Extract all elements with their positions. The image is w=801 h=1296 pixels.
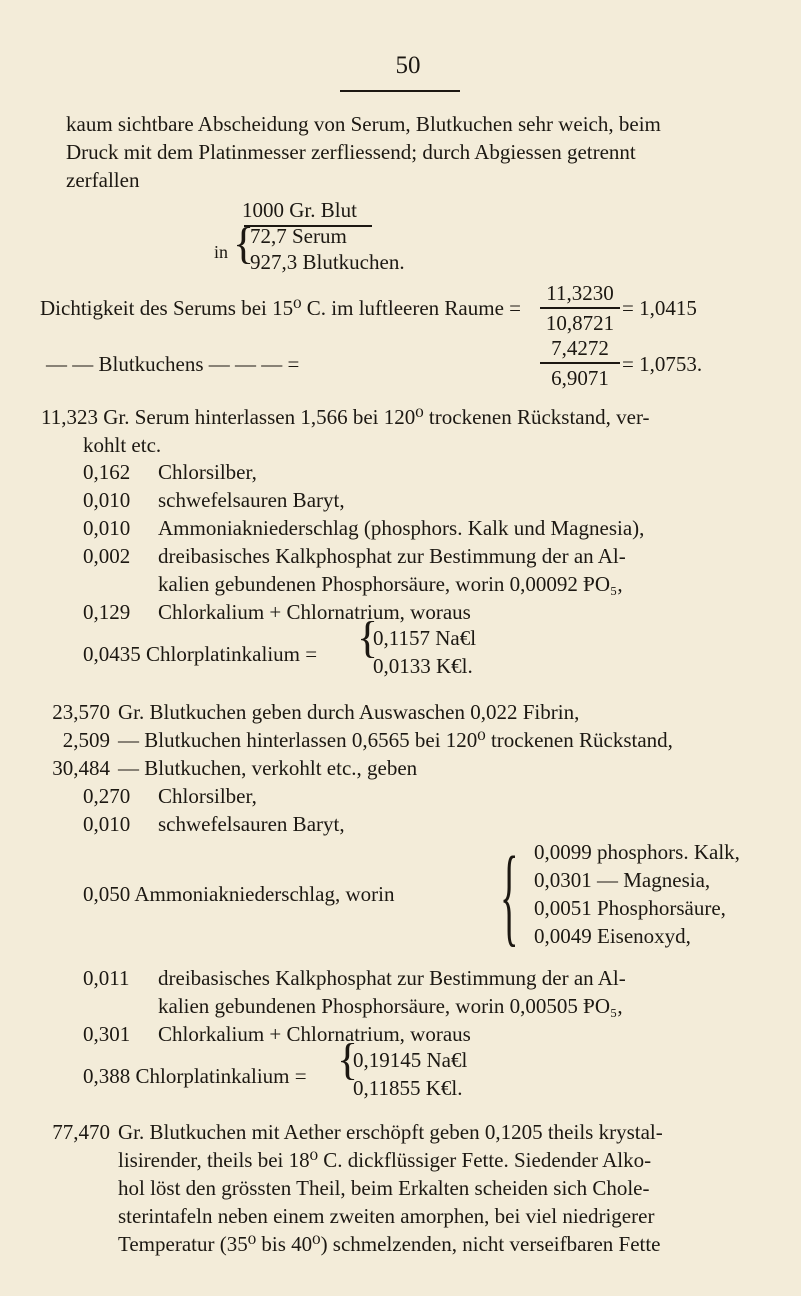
blood-total: 1000 Gr. Blut [242,198,357,222]
serum-item-text: Chlorkalium + Chlornatrium, woraus [158,600,471,624]
cake-item-text: Chlorsilber, [158,784,257,808]
density-cake-label: — — Blutkuchens — — — = [46,352,300,376]
ether-text: Temperatur (35⁰ bis 40⁰) schmelzenden, nicht verseifbaren Fette [118,1232,661,1256]
cake-line-text: — Blutkuchen hinterlassen 0,6565 bei 120⁰ trockenen Rückstand, [118,728,673,752]
blood-part-serum: 72,7 Serum [250,224,347,248]
cake-chloroplatin-brace: { [337,1035,359,1084]
serum-item-text: kalien gebundenen Phosphorsäure, worin 0,00092 ⱣO₅, [158,572,623,596]
cake-chloroplatin-k: 0,11855 K€l. [353,1076,463,1100]
intro-line-1: kaum sichtbare Abscheidung von Serum, Blutkuchen sehr weich, beim [66,112,661,136]
serum-item-num: 0,129 [83,600,131,624]
density-serum-denominator: 10,8721 [545,310,615,335]
blood-part-cake: 927,3 Blutkuchen. [250,250,405,274]
serum-chloroplatin-k: 0,0133 K€l. [373,654,473,678]
ether-text: lisirender, theils bei 18⁰ C. dickflüssiger Fette. Siedender Alko- [118,1148,652,1172]
cake-line-text: — Blutkuchen, verkohlt etc., geben [118,756,418,780]
serum-chloroplatin-text: 0,0435 Chlorplatinkalium = [83,642,318,666]
serum-item-num: 0,010 [83,488,131,512]
ether-num: 77,470 [52,1120,110,1144]
cake-chloroplatin-text: 0,388 Chlorplatinkalium = [83,1064,307,1088]
cake-item-text: schwefelsauren Baryt, [158,812,345,836]
cake-item-num: 0,010 [83,812,131,836]
fraction-bar [540,307,620,309]
cake-line-num: 2,509 [62,728,110,752]
cake-chloroplatin-na: 0,19145 Na€l [353,1048,468,1072]
cake-item-text: dreibasisches Kalkphosphat zur Bestimmung der an Al- [158,966,626,990]
ammonia-part: 0,0301 — Magnesia, [534,868,711,892]
ether-text: Gr. Blutkuchen mit Aether erschöpft geben 0,1205 theils krystal- [118,1120,663,1144]
ammonia-brace: { [500,834,519,956]
serum-item-text: Ammoniakniederschlag (phosphors. Kalk und Magnesia), [158,516,645,540]
cake-line-num: 23,570 [52,700,110,724]
cake-item-num: 0,301 [83,1022,131,1046]
cake-item-num: 0,270 [83,784,131,808]
density-serum-label: Dichtigkeit des Serums bei 15⁰ C. im luftleeren Raume = [40,296,522,320]
density-serum-numerator: 11,3230 [546,281,614,305]
cake-line-text: Gr. Blutkuchen geben durch Auswaschen 0,022 Fibrin, [118,700,580,724]
ether-text: sterintafeln neben einem zweiten amorphen, bei viel niedrigerer [118,1204,655,1228]
density-serum-result: = 1,0415 [622,296,697,320]
serum-chloroplatin-brace: { [357,613,379,662]
serum-chloroplatin-na: 0,1157 Na€l [373,626,477,650]
cake-item-text: kalien gebundenen Phosphorsäure, worin 0,00505 ⱣO₅, [158,994,623,1018]
density-cake-fraction [540,336,620,390]
ammonia-part: 0,0051 Phosphorsäure, [534,896,726,920]
density-cake-numerator: 7,4272 [551,336,609,360]
serum-item-text: schwefelsauren Baryt, [158,488,345,512]
serum-item-text: Chlorsilber, [158,460,257,484]
ether-text: hol löst den grössten Theil, beim Erkalten scheiden sich Chole- [118,1176,650,1200]
blood-brace: { [233,219,255,268]
ammonia-text: 0,050 Ammoniakniederschlag, worin [83,882,395,906]
header-rule [340,90,460,92]
serum-residue-line-2: kohlt etc. [83,433,162,457]
intro-line-2: Druck mit dem Platinmesser zerfliessend; durch Abgiessen getrennt [66,140,636,164]
cake-item-num: 0,011 [83,966,130,990]
density-serum-fraction [540,281,620,335]
intro-line-3: zerfallen [66,168,140,192]
serum-item-num: 0,162 [83,460,131,484]
cake-line-num: 30,484 [52,756,110,780]
serum-item-text: dreibasisches Kalkphosphat zur Bestimmung der an Al- [158,544,626,568]
fraction-bar [540,362,620,364]
density-cake-result: = 1,0753. [622,352,703,376]
serum-item-num: 0,002 [83,544,131,568]
serum-residue-line-1: 11,323 Gr. Serum hinterlassen 1,566 bei 120⁰ trockenen Rückstand, ver- [41,405,650,429]
serum-item-num: 0,010 [83,516,131,540]
ammonia-part: 0,0099 phosphors. Kalk, [534,840,740,864]
in-label: in [214,242,229,262]
ammonia-part: 0,0049 Eisenoxyd, [534,924,691,948]
cake-item-text: Chlorkalium + Chlornatrium, woraus [158,1022,471,1046]
page-number: 50 [395,52,421,79]
density-cake-denominator: 6,9071 [551,365,609,390]
